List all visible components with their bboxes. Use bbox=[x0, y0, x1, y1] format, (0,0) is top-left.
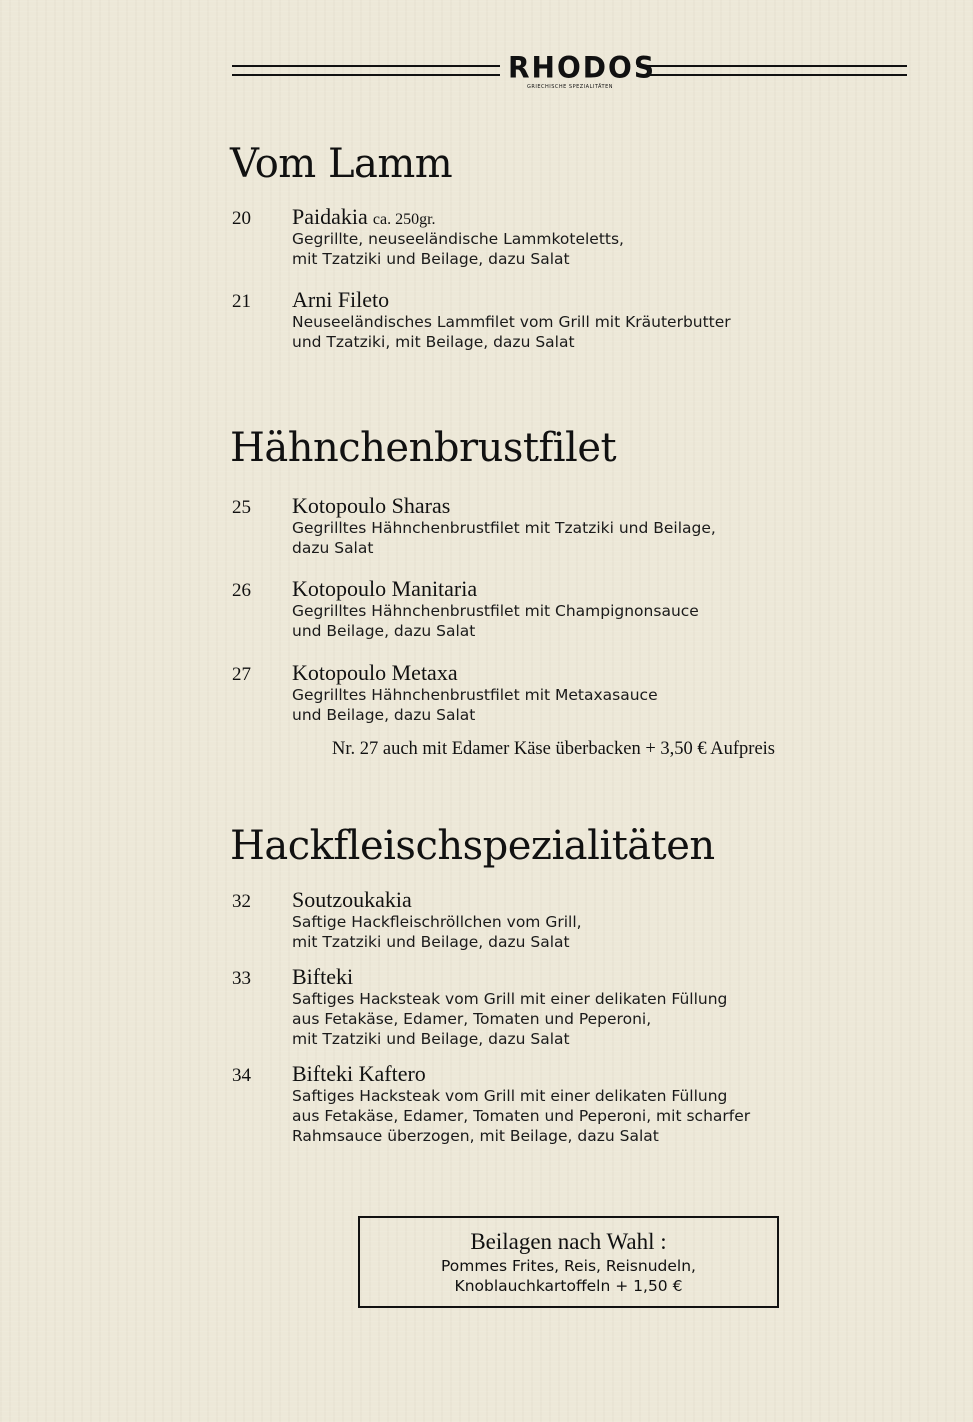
item-number: 25 bbox=[232, 497, 251, 518]
item-number: 33 bbox=[232, 968, 251, 989]
item-27-cheese-note: Nr. 27 auch mit Edamer Käse überbacken + 3,50 € Aufpreis bbox=[332, 739, 775, 759]
rhodos-logo bbox=[508, 48, 657, 90]
item-description-line: dazu Salat bbox=[292, 539, 374, 557]
sides-line: Knoblauchkartoffeln + 1,50 € bbox=[454, 1277, 683, 1295]
item-description-line: Saftige Hackfleischröllchen vom Grill, bbox=[292, 913, 582, 931]
item-description-line: Gegrilltes Hähnchenbrustfilet mit Tzatziki und Beilage, bbox=[292, 519, 716, 537]
item-number: 32 bbox=[232, 891, 251, 912]
item-number: 27 bbox=[232, 664, 251, 685]
logo-wordmark: RHODOS bbox=[508, 50, 657, 85]
item-name: Soutzoukakia bbox=[292, 887, 412, 912]
item-description-line: Gegrilltes Hähnchenbrustfilet mit Champignonsauce bbox=[292, 602, 699, 620]
item-name: Kotopoulo Metaxa bbox=[292, 660, 458, 685]
section-title-hackfleisch: Hackfleischspezialitäten bbox=[230, 823, 715, 869]
header-rule-right bbox=[637, 65, 907, 76]
item-name: Bifteki Kaftero bbox=[292, 1061, 426, 1086]
item-description-line: aus Fetakäse, Edamer, Tomaten und Peperoni, bbox=[292, 1010, 652, 1028]
section-title-lamm: Vom Lamm bbox=[230, 141, 453, 187]
item-description-line: aus Fetakäse, Edamer, Tomaten und Peperoni, mit scharfer bbox=[292, 1107, 751, 1125]
item-number: 20 bbox=[232, 208, 251, 229]
section-title-haehnchen: Hähnchenbrustfilet bbox=[230, 425, 617, 471]
page-header bbox=[232, 48, 907, 98]
item-description-line: mit Tzatziki und Beilage, dazu Salat bbox=[292, 250, 570, 268]
item-weight: ca. 250gr. bbox=[372, 211, 436, 228]
item-number: 26 bbox=[232, 580, 251, 601]
item-name: Kotopoulo Sharas bbox=[292, 493, 451, 518]
item-number: 34 bbox=[232, 1065, 251, 1086]
item-description-line: Saftiges Hacksteak vom Grill mit einer delikaten Füllung bbox=[292, 990, 728, 1008]
item-description-line: mit Tzatziki und Beilage, dazu Salat bbox=[292, 1030, 570, 1048]
sides-title: Beilagen nach Wahl : bbox=[470, 1229, 667, 1254]
item-name: Arni Fileto bbox=[292, 287, 390, 312]
item-description-line: und Beilage, dazu Salat bbox=[292, 706, 476, 724]
item-description-line: Neuseeländisches Lammfilet vom Grill mit Kräuterbutter bbox=[292, 313, 731, 331]
item-description-line: Saftiges Hacksteak vom Grill mit einer delikaten Füllung bbox=[292, 1087, 728, 1105]
item-name: Kotopoulo Manitaria bbox=[292, 576, 478, 601]
item-description-line: und Beilage, dazu Salat bbox=[292, 622, 476, 640]
item-description-line: mit Tzatziki und Beilage, dazu Salat bbox=[292, 933, 570, 951]
item-description-line: und Tzatziki, mit Beilage, dazu Salat bbox=[292, 333, 575, 351]
item-description-line: Gegrillte, neuseeländische Lammkoteletts, bbox=[292, 230, 624, 248]
sides-box bbox=[358, 1216, 779, 1308]
item-name: Bifteki bbox=[292, 964, 354, 989]
logo-tagline: GRIECHISCHE SPEZIALITÄTEN bbox=[527, 84, 613, 90]
item-number: 21 bbox=[232, 291, 251, 312]
item-description-line: Gegrilltes Hähnchenbrustfilet mit Metaxasauce bbox=[292, 686, 658, 704]
header-rule-left bbox=[232, 65, 500, 76]
item-description-line: Rahmsauce überzogen, mit Beilage, dazu Salat bbox=[292, 1127, 659, 1145]
sides-line: Pommes Frites, Reis, Reisnudeln, bbox=[441, 1257, 696, 1275]
item-name: Paidakia bbox=[292, 204, 368, 229]
